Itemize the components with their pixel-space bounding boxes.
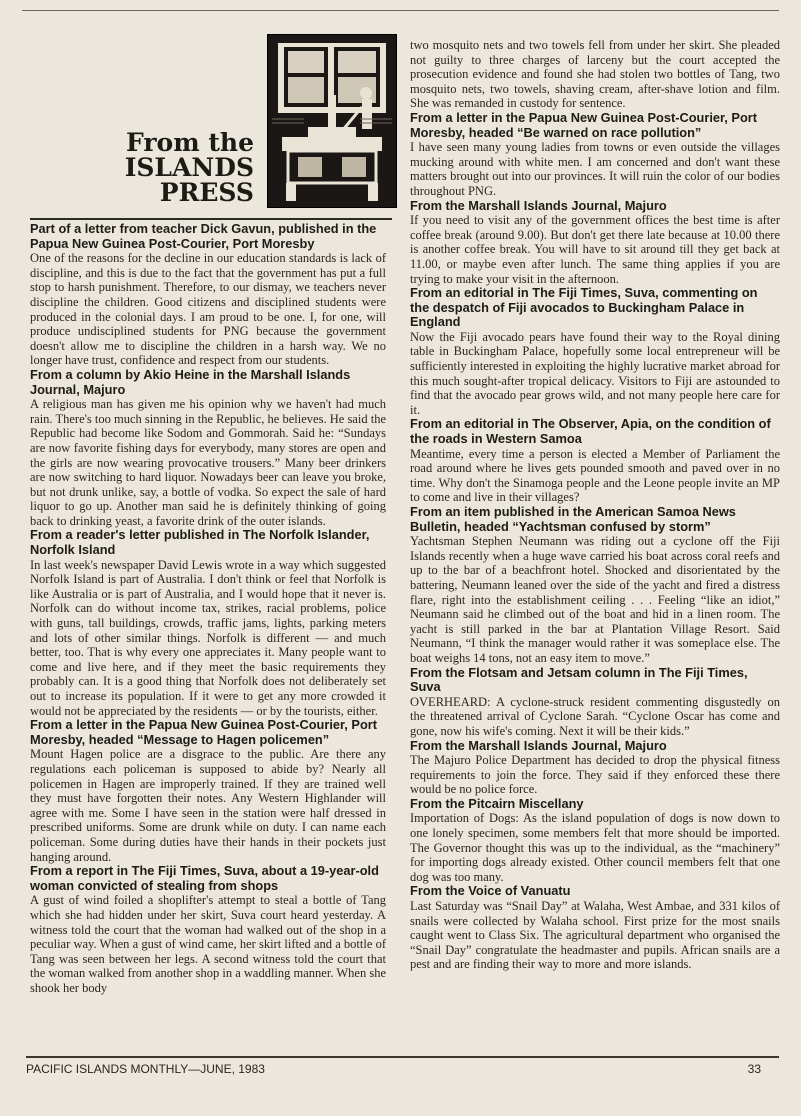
article-headline: From a letter in the Papua New Guinea Post-Courier, Port Moresby, headed “Be warned on race pollution” <box>410 109 758 140</box>
woodcut-press-illustration-icon <box>267 34 397 208</box>
right-column <box>410 38 780 972</box>
top-rule <box>22 10 779 11</box>
article-body: two mosquito nets and two towels fell from under her skirt. She pleaded not guilty to three charges of larceny but the court accepted the prosecution evidence and found she had stolen two bottles of Tang, two mosquito nets, two towels, shaving cream, after-shave lotion and film. She was remanded in custody for sentence. <box>410 38 780 111</box>
footer-publication: PACIFIC ISLANDS MONTHLY—JUNE, 1983 <box>26 1062 265 1076</box>
masthead <box>110 34 396 214</box>
article-body: In last week's newspaper David Lewis wrote in a way which suggested Norfolk Island is part of Australia. I don't think or feel that Norfolk is like Australia or is part of Australia, and I would hope that it never is. Norfolk can do without income tax, strikes, racial problems, police with guns, tall buildings, crowds, traffic jams, lights, parking meters and lots of other similar things. Norfolk is different — and much better, too. That is why every one appreciates it. Many people want to come and live here, and if they meet the basic requirements they probably can. It is a good thing that Norfolk does not deliberately set out to increase its population. If it were to get any more crowded it would not be appreciated by the residents — or by the tourists, either. <box>30 557 386 718</box>
left-column <box>30 222 386 995</box>
article-body: OVERHEARD: A cyclone-struck resident commenting disgustedly on the threatened arrival of Cyclone Sarah. “Cyclone Oscar has come and gone, now his wife's coming. Next it will be their kids.” <box>410 694 780 738</box>
article-body: Now the Fiji avocado pears have found their way to the Royal dining table in Buckingham Palace, hopefully some local entrepreneur will be sufficiently interested in exploiting the highly lucrative market abroad for this much sought-after tropical delicacy. Visitors to Fiji are astounded to find that the avocado pear grows wild, and not many people here care for it. <box>410 329 780 417</box>
article-body: Yachtsman Stephen Neumann was riding out a cyclone off the Fiji Islands recently when a huge wave carried his boat across coral reefs and up to the bar of a beachfront hotel. Shocked and disorientated by the battering, Neumann leaned over the side of the yacht and fired a distress flare, right into the establishment ceiling . . . Feeling “like an idiot,” Neumann said he climbed out of the boat and hid in a linen room. The yacht is still parked in the bar at Plantation Village Resort. Said Neumann, “I think the manager would rather it was someplace else. The boat weighs 14 tons, not an easy item to move.” <box>410 534 780 665</box>
masthead-line-1: From the <box>126 128 254 157</box>
article-headline: From a reader's letter published in The Norfolk Islander, Norfolk Island <box>30 527 370 558</box>
masthead-line-3: PRESS <box>159 178 254 207</box>
article <box>30 718 386 864</box>
article <box>410 797 780 885</box>
article-headline: From the Marshall Islands Journal, Majuro <box>410 197 667 213</box>
article <box>410 884 780 972</box>
article-headline: From the Flotsam and Jetsam column in The Fiji Times, Suva <box>410 664 748 695</box>
masthead-title <box>110 130 254 205</box>
article-headline: From an editorial in The Fiji Times, Suva, commenting on the despatch of Fiji avocados to Buckingham Palace in England <box>410 285 758 330</box>
header-rule <box>30 218 392 220</box>
bottom-rule <box>26 1056 779 1058</box>
article-body: A religious man has given me his opinion why we haven't had much rain. There's too much sinning in the Republic, he believes. He said the Republic had become like Sodom and Gommorah. Said he: “Sundays are now favorite fishing days for everybody, many stores are open and the girls are now wearing provocative trousers.” Many beer drinkers are now switching to hard liquor. Nowadays beer can leave you broke, but not drunk unlike, say, a bottle of vodka. So expect the sale of hard liquor to go up. Another man said he is definitely thinking of going back to drinking yeast, a favorite drink of the outer islands. <box>30 397 386 528</box>
article <box>410 38 780 111</box>
masthead-line-2: ISLANDS <box>124 153 254 182</box>
article-headline: From a column by Akio Heine in the Marshall Islands Journal, Majuro <box>30 366 351 397</box>
article-headline: From an editorial in The Observer, Apia, on the condition of the roads in Western Samoa <box>410 416 771 447</box>
article-body: A gust of wind foiled a shoplifter's attempt to steal a bottle of Tang which she had hidden under her skirt, Suva court heard yesterday. A witness told the court that the woman had walked out of the shop in a peculiar way. When a gust of wind came, her skirt lifted and a bottle of Tang was seen between her legs. A second witness told the court that the woman walked from another shop in a waddling manner. When she shook her body <box>30 893 386 995</box>
article-body: If you need to visit any of the government offices the best time is after coffee break (around 9.00). But don't get there late because at 10.00 there is another coffee break. You will have to sit around till they get back at 11.00, or maybe even after lunch. The same thing applies if you are trying to make your visit in the afternoon. <box>410 213 780 286</box>
article-body: Mount Hagen police are a disgrace to the public. Are there any regulations each policeman is supposed to abide by? Nearly all policemen in Hagen are improperly trained. If they are trained well they must have forgotten their notes. Any Western Highlander will agree with me. Some I have seen in the station were half dressed in prescribed uniforms. Some are drunk while on duty. I can name each policeman. Some during duties have their hands in their pockets just hanging around. <box>30 747 386 864</box>
article-body: The Majuro Police Department has decided to drop the physical fitness requirements to join the force. They said if they enforced these there would be no police force. <box>410 753 780 797</box>
article <box>410 286 780 417</box>
article-headline: From a letter in the Papua New Guinea Post-Courier, Port Moresby, headed “Message to Hagen policemen” <box>30 717 378 747</box>
article-headline: From the Voice of Vanuatu <box>410 883 571 899</box>
article-body: Importation of Dogs: As the island population of dogs is now down to one lonely specimen, some members felt that more should be imported. The Governor thought this was up to the individual, as the “machinery” for importing dogs already existed. Other council members felt that one dog was too many. <box>410 811 780 884</box>
article <box>30 368 386 529</box>
article <box>410 666 780 739</box>
article <box>410 111 780 199</box>
article-body: One of the reasons for the decline in our education standards is lack of discipline, and this is due to the fact that the government has put a full stop to harsh punishment. Therefore, to our dismay, we teachers never discipline the children. Good citizens and disciplined students were produced in the colonial days. I am proud to be one. I, for one, will produce undisciplined students for PNG because the government doesn't allow me to discipline the children in a harsh way. We no longer have trust, confidence and respect from our students. <box>30 251 386 368</box>
article <box>30 222 386 368</box>
article-body: Last Saturday was “Snail Day” at Walaha, West Ambae, and 331 kilos of snails were collected by Walaha school. First prize for the most snails caught went to Class Six. The agricultural department who organised the “Snail Day” congratulate the headmaster and pupils. African snails are a pest and are finding their way to more and more islands. <box>410 899 780 972</box>
page-number: 33 <box>747 1062 761 1076</box>
article-body: Meantime, every time a person is elected a Member of Parliament the road around where he lives gets pounded smooth and paved over in no time. Why don't the Sinamoga people and the Leone people invite an MP to come and live in their villages? <box>410 446 780 505</box>
article <box>30 528 386 718</box>
article-headline: From the Marshall Islands Journal, Majuro <box>410 737 667 753</box>
article <box>410 199 780 287</box>
article-headline: From an item published in the American Samoa News Bulletin, headed “Yachtsman confused by storm” <box>410 504 736 534</box>
article <box>410 417 780 505</box>
article-headline: From a report in The Fiji Times, Suva, about a 19-year-old woman convicted of stealing from shops <box>30 863 379 893</box>
article <box>30 864 386 995</box>
article-headline: From the Pitcairn Miscellany <box>410 795 584 811</box>
article-headline: Part of a letter from teacher Dick Gavun, published in the Papua New Guinea Post-Courier, Port Moresby <box>30 221 377 251</box>
article <box>410 505 780 666</box>
article <box>410 739 780 797</box>
article-body: I have seen many young ladies from towns or even outside the villages mucking around with white men. I am concerned and don't want these matters brought out into our provinces. It will ruin the color of our bodies throughout PNG. <box>410 140 780 198</box>
